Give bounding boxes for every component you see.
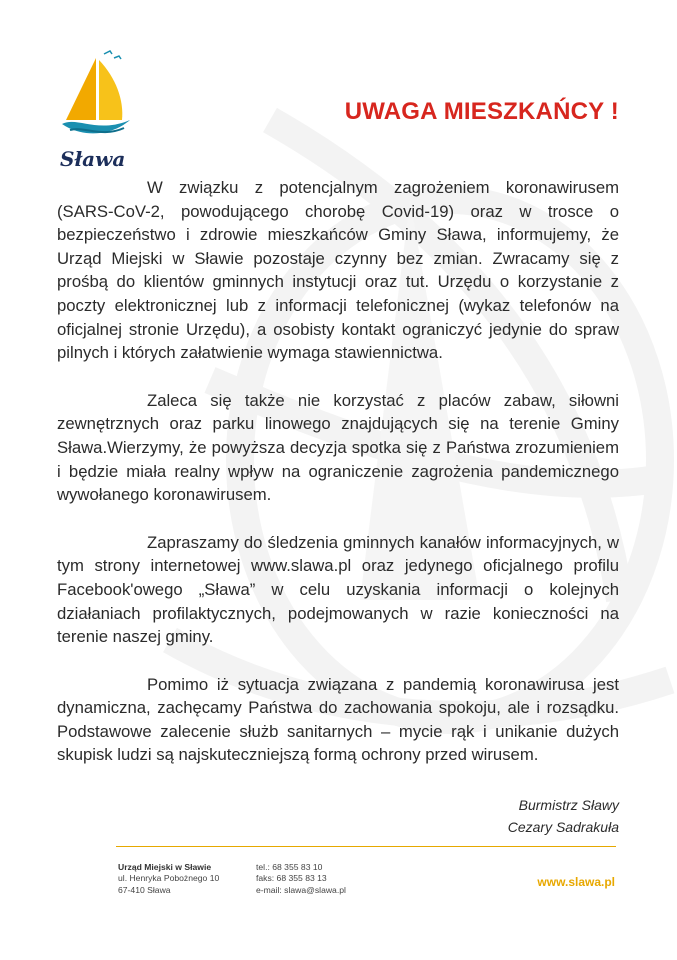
- slawa-logo: [52, 50, 142, 170]
- paragraph-3: Zapraszamy do śledzenia gminnych kanałów informacyjnych, w tym strony internetowej www.slawa.pl oraz jedynego oficjalnego profilu Facebook'owego „Sława” w celu uzyskania informacji o kolejnych działaniach profilaktycznych, podejmowanych w razie konieczności na terenie naszej gminy.: [57, 532, 619, 647]
- sailboat-icon: [52, 50, 142, 140]
- announcement-body: [57, 176, 619, 791]
- signature-name: Cezary Sadrakuła: [507, 819, 619, 835]
- signature: [508, 794, 619, 838]
- footer-email[interactable]: e-mail: slawa@slawa.pl: [256, 884, 346, 895]
- footer-divider: [116, 846, 616, 847]
- footer-street: ul. Henryka Pobożnego 10: [118, 873, 220, 884]
- paragraph-2: Zaleca się także nie korzystać z placów zabaw, siłowni zewnętrznych oraz parku linowego znajdujących się na terenie Gminy Sława.Wierzymy, że powyższa decyzja spotka się z Państwa zrozumieniem i będzie miała realny wpływ na ograniczenie zagrożenia pandemicznego wywołanego koronawirusem.: [57, 390, 619, 505]
- paragraph-1: W związku z potencjalnym zagrożeniem koronawirusem (SARS-CoV-2, powodującego chorobę Covid-19) oraz w trosce o bezpieczeństwo i zdrowie mieszkańców Gminy Sława, informujemy, że Urząd Miejski w Sławie pozostaje czynny bez zmian. Zwracamy się z prośbą do klientów gminnych instytucji oraz tut. Urzędu o korzystanie z poczty elektronicznej lub z informacji telefonicznej (wykaz telefonów na oficjalnej stronie Urzędu), a osobisty kontakt ograniczyć jedynie do spraw pilnych i których załatwienie wymaga stawiennictwa.: [57, 178, 619, 363]
- signature-role: Burmistrz Sławy: [518, 797, 619, 813]
- page-title: UWAGA MIESZKAŃCY !: [344, 98, 619, 125]
- footer-office-name: Urząd Miejski w Sławie: [118, 862, 212, 872]
- website-link[interactable]: www.slawa.pl: [537, 875, 615, 889]
- footer-city: 67-410 Sława: [118, 884, 171, 895]
- footer-contact: [256, 862, 346, 896]
- footer-address: [118, 862, 219, 896]
- footer-fax: faks: 68 355 83 13: [256, 873, 327, 884]
- footer-phone: tel.: 68 355 83 10: [256, 862, 323, 872]
- paragraph-4: Pomimo iż sytuacja związana z pandemią koronawirusa jest dynamiczna, zachęcamy Państwa do zachowania spokoju, ale i rozsądku. Podstawowe zalecenie służb sanitarnych – mycie rąk i unikanie dużych skupisk ludzi są najskuteczniejszą formą ochrony przed wirusem.: [57, 674, 619, 765]
- logo-text: Sława: [60, 147, 126, 171]
